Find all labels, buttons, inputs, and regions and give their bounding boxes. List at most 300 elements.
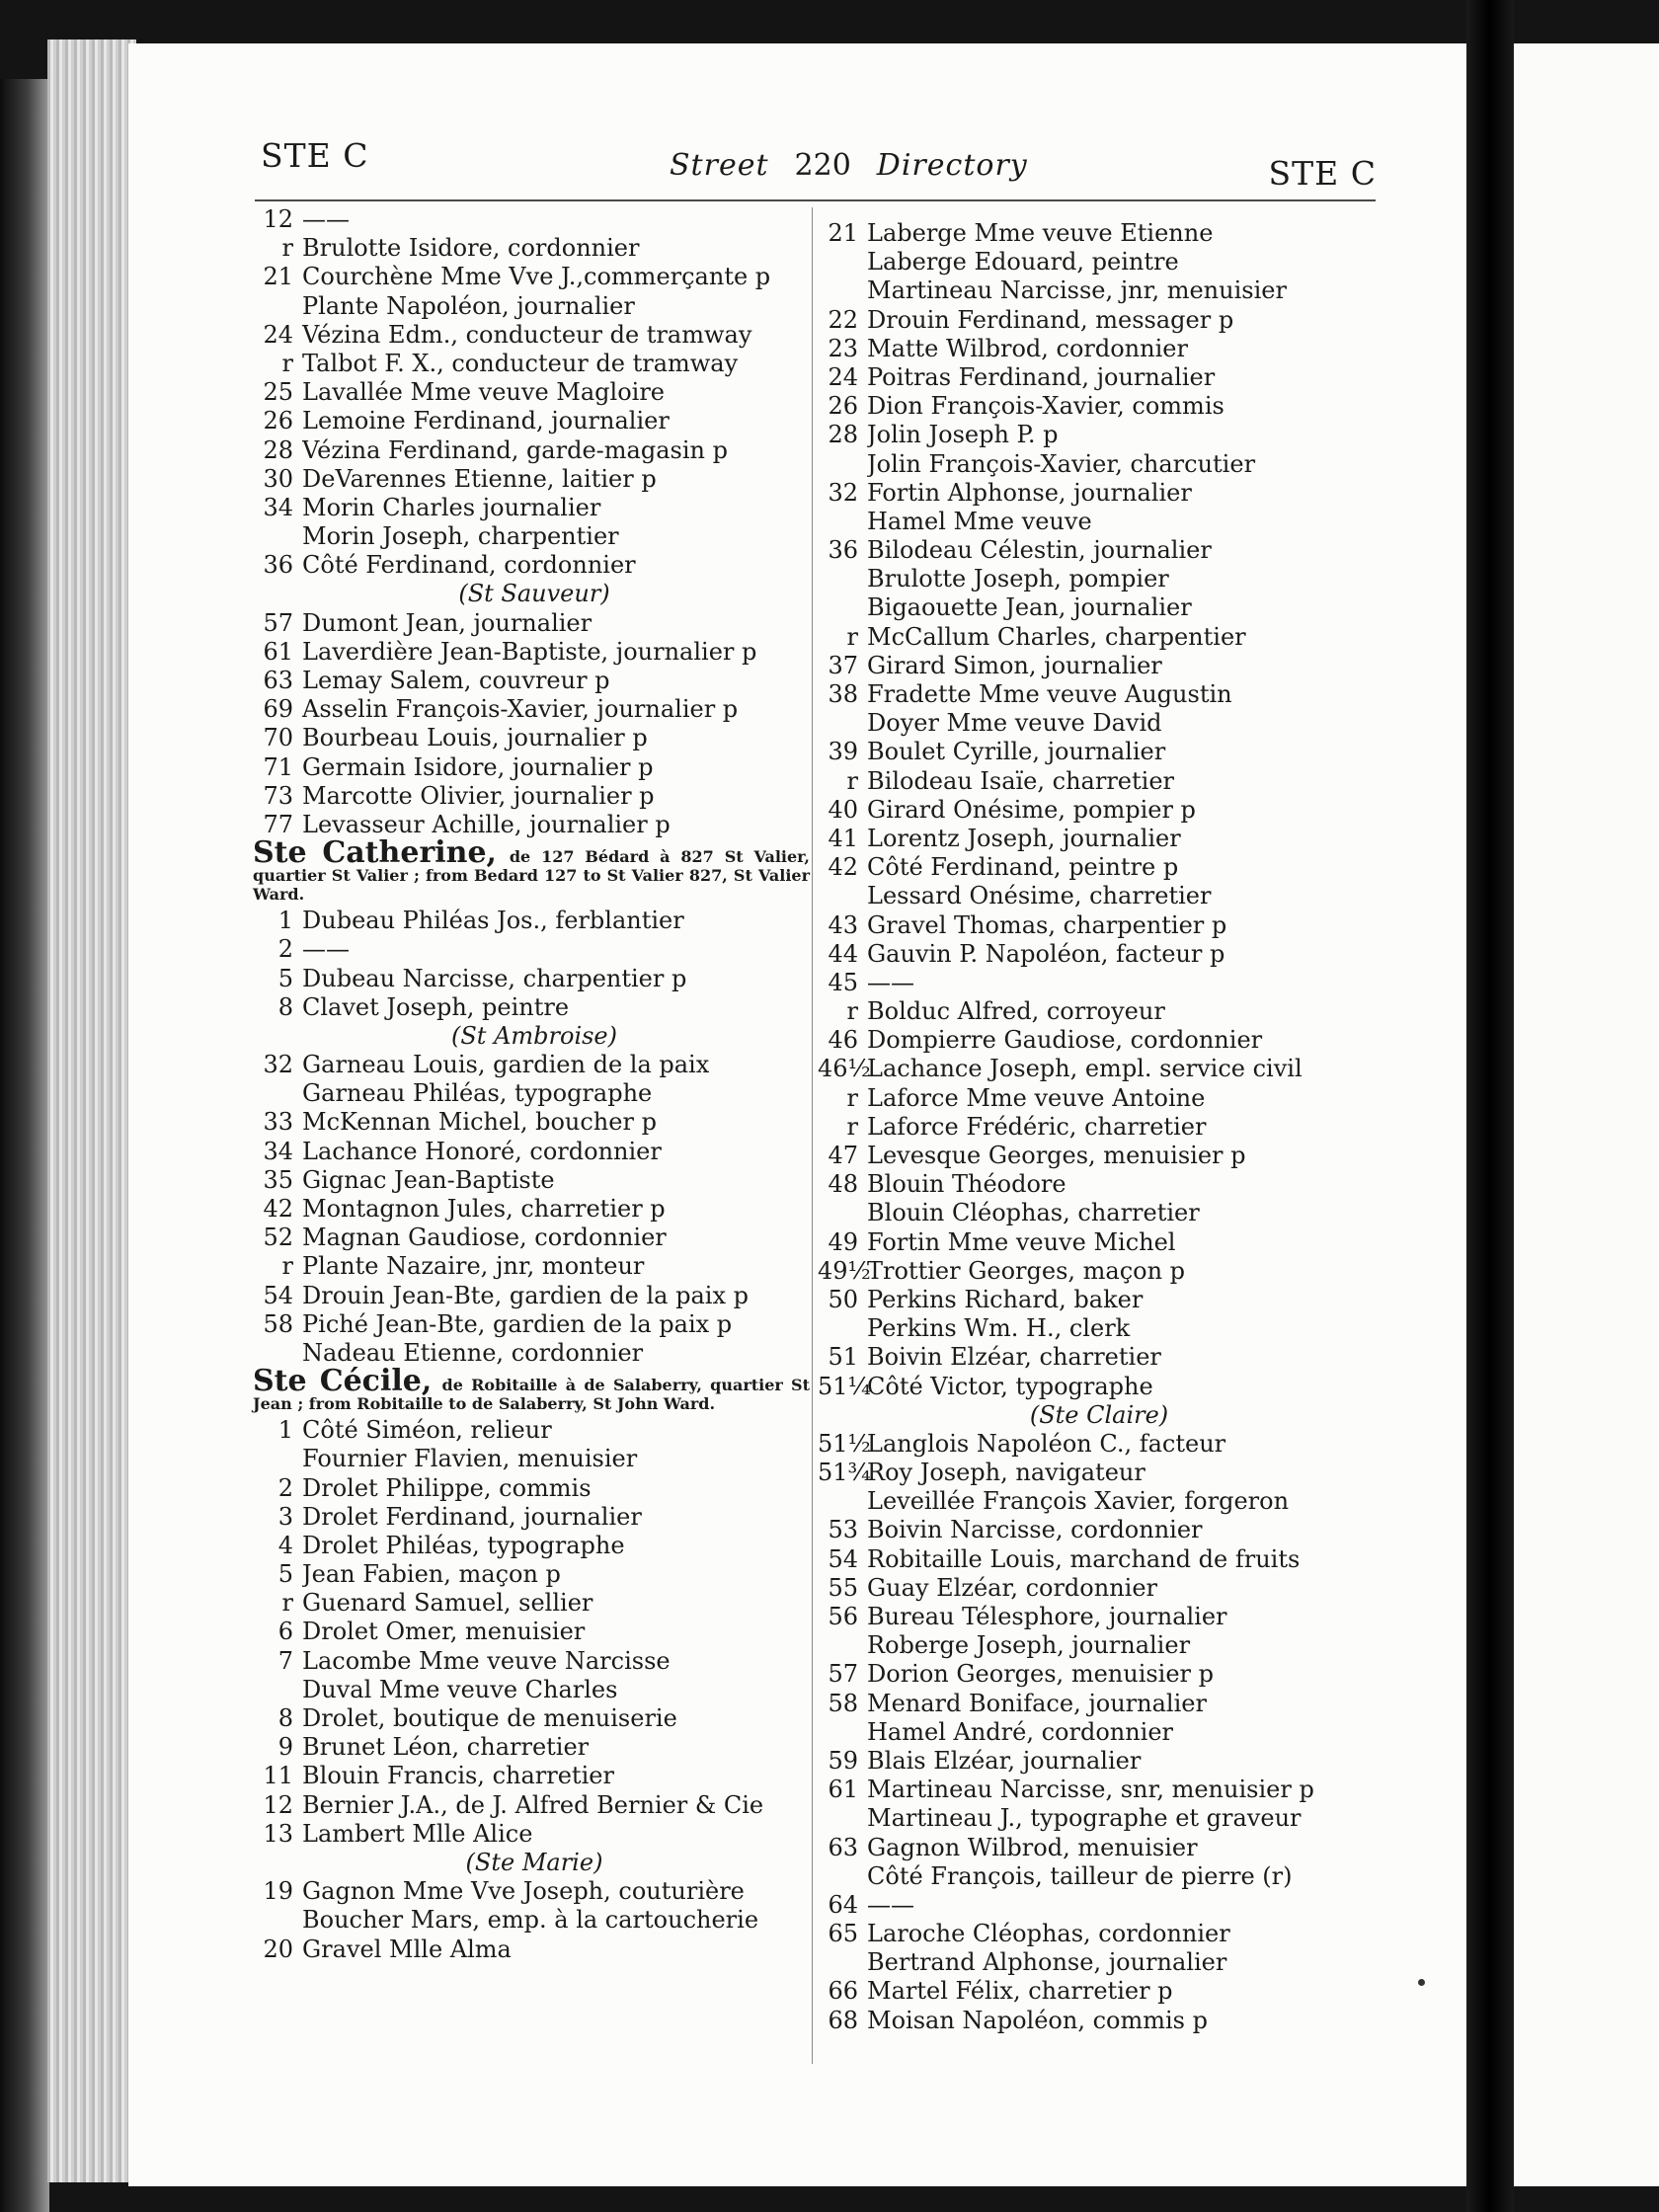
house-number: r [846, 1083, 858, 1112]
directory-entry [253, 667, 816, 695]
directory-entry [253, 350, 816, 378]
resident-entry: Laberge Edouard, peintre [867, 248, 1179, 276]
directory-entry [818, 1977, 1381, 2006]
resident-entry: Lemoine Ferdinand, journalier [302, 407, 670, 435]
resident-entry: Drolet Philéas, typographe [302, 1531, 625, 1559]
resident-entry: Côté François, tailleur de pierre (r) [867, 1861, 1293, 1890]
house-number: 26 [828, 392, 858, 421]
house-number: 9 [277, 1733, 293, 1762]
resident-entry: Levesque Georges, menuisier p [867, 1142, 1246, 1169]
directory-entry [818, 1631, 1381, 1660]
resident-entry: Nadeau Etienne, cordonnier [302, 1338, 644, 1367]
resident-entry: Trottier Georges, maçon p [867, 1256, 1186, 1285]
resident-entry: Lambert Mlle Alice [302, 1819, 533, 1848]
directory-entry [253, 1820, 816, 1849]
house-number: 65 [828, 1920, 858, 1948]
house-number: 54 [828, 1544, 858, 1573]
resident-entry: Bernier J.A., de J. Alfred Bernier & Cie [302, 1790, 764, 1819]
resident-entry: Bilodeau Isaïe, charretier [867, 766, 1174, 795]
resident-entry: Gignac Jean-Baptiste [302, 1165, 555, 1194]
street-heading [253, 835, 816, 905]
house-number: 34 [263, 1137, 293, 1165]
directory-entry [253, 753, 816, 782]
next-page-edge [1514, 43, 1659, 2186]
resident-entry: Gravel Mlle Alma [302, 1935, 512, 1963]
resident-entry: Langlois Napoléon C., facteur [867, 1429, 1226, 1458]
resident-entry: Asselin François-Xavier, journalier p [302, 695, 739, 724]
directory-entry [818, 709, 1381, 738]
house-number: 61 [263, 637, 293, 666]
directory-entry [818, 997, 1381, 1026]
left-column [253, 205, 816, 1964]
house-number: 5 [277, 1560, 293, 1589]
resident-entry: Lacombe Mme veuve Narcisse [302, 1646, 671, 1675]
resident-entry: Martineau J., typographe et graveur [867, 1804, 1302, 1833]
directory-entry [818, 1228, 1381, 1257]
resident-entry: Menard Boniface, journalier [867, 1689, 1207, 1717]
directory-entry [253, 1252, 816, 1281]
resident-entry: Plante Napoléon, journalier [302, 291, 635, 320]
resident-entry: Marcotte Olivier, journalier p [302, 781, 655, 810]
house-number: 47 [828, 1142, 858, 1169]
directory-entry [818, 652, 1381, 680]
directory-entry [253, 1877, 816, 1906]
house-number: 73 [263, 781, 293, 810]
directory-entry [253, 1791, 816, 1820]
resident-entry: Drouin Ferdinand, messager p [867, 305, 1234, 334]
resident-entry: Vézina Edm., conducteur de tramway [302, 320, 752, 349]
house-number: 45 [828, 968, 858, 996]
directory-entry [818, 306, 1381, 335]
directory-entry [253, 494, 816, 522]
directory-entry [253, 522, 816, 551]
resident-entry: Dubeau Narcisse, charpentier p [302, 964, 687, 992]
directory-entry [818, 450, 1381, 479]
house-number: r [846, 1112, 858, 1141]
house-number: 70 [263, 724, 293, 752]
directory-entry [818, 1314, 1381, 1343]
house-number: 6 [277, 1618, 293, 1646]
resident-entry: Matte Wilbrod, cordonnier [867, 334, 1188, 362]
resident-entry: Boivin Elzéar, charretier [867, 1343, 1161, 1372]
resident-entry: Laverdière Jean-Baptiste, journalier p [302, 637, 757, 666]
house-number: 42 [263, 1195, 293, 1223]
resident-entry: Moisan Napoléon, commis p [867, 2006, 1208, 2034]
resident-entry: Girard Simon, journalier [867, 651, 1162, 679]
directory-entry [253, 609, 816, 638]
resident-entry: Drolet Philippe, commis [302, 1473, 592, 1502]
house-number: r [281, 1589, 293, 1618]
directory-entry [818, 1545, 1381, 1574]
directory-entry [818, 1113, 1381, 1142]
directory-entry [253, 724, 816, 752]
page-number: 220 [794, 148, 851, 183]
house-number: 77 [263, 810, 293, 838]
directory-entry [818, 680, 1381, 709]
directory-entry [818, 421, 1381, 449]
house-number: r [281, 349, 293, 377]
resident-entry: Fournier Flavien, menuisier [302, 1445, 638, 1473]
house-number: 43 [828, 910, 858, 939]
directory-entry [818, 363, 1381, 392]
resident-entry: Gauvin P. Napoléon, facteur p [867, 939, 1225, 968]
directory-entry [818, 593, 1381, 622]
resident-entry: Côté Ferdinand, peintre p [867, 853, 1179, 882]
resident-entry: Bigaouette Jean, journalier [867, 593, 1192, 622]
directory-entry [253, 321, 816, 350]
house-number: 2 [277, 935, 293, 964]
house-number: 63 [828, 1833, 858, 1861]
directory-entry [253, 1733, 816, 1762]
directory-entry [818, 1603, 1381, 1631]
resident-entry: Côté Siméon, relieur [302, 1416, 552, 1445]
header-rule [255, 199, 1376, 201]
directory-entry [253, 1224, 816, 1252]
resident-entry: Piché Jean-Bte, gardien de la paix p [302, 1309, 733, 1338]
resident-entry: Brulotte Joseph, pompier [867, 565, 1169, 593]
resident-entry: Hamel Mme veuve [867, 507, 1092, 535]
resident-entry: Lachance Honoré, cordonnier [302, 1137, 662, 1165]
directory-entry [253, 1560, 816, 1589]
directory-entry [253, 993, 816, 1022]
directory-entry [818, 1142, 1381, 1170]
directory-entry [818, 536, 1381, 565]
resident-entry: Lessard Onésime, charretier [867, 882, 1212, 910]
directory-entry [253, 551, 816, 580]
directory-entry [818, 1862, 1381, 1891]
resident-entry: —— [302, 205, 350, 233]
right-column [818, 219, 1381, 2035]
directory-entry [253, 1079, 816, 1108]
resident-entry: Hamel André, cordonnier [867, 1717, 1174, 1746]
house-number: 58 [263, 1309, 293, 1338]
house-number: 64 [828, 1890, 858, 1919]
directory-entry [818, 1459, 1381, 1487]
house-number: 21 [263, 263, 293, 291]
directory-entry [818, 335, 1381, 363]
directory-entry [818, 1804, 1381, 1833]
house-number: 4 [277, 1531, 293, 1559]
resident-entry: Jean Fabien, maçon p [302, 1560, 561, 1589]
street-name: Ste Catherine, [253, 835, 497, 871]
house-number: 55 [828, 1573, 858, 1602]
resident-entry: Lorentz Joseph, journalier [867, 824, 1181, 852]
header-center [670, 148, 1028, 183]
street-description: de Robitaille à de Salaberry, quartier St Jean ; from Robitaille to de Salaberry, St John Ward. [253, 1376, 810, 1414]
house-number: 5 [277, 964, 293, 992]
resident-entry: Morin Charles journalier [302, 493, 601, 521]
house-number: 21 [828, 219, 858, 247]
directory-entry [253, 1138, 816, 1166]
directory-entry [818, 1834, 1381, 1862]
house-number: 25 [263, 378, 293, 407]
resident-entry: Roberge Joseph, journalier [867, 1631, 1191, 1660]
resident-entry: Côté Ferdinand, cordonnier [302, 551, 636, 580]
street-heading [253, 1364, 816, 1414]
resident-entry: —— [867, 1890, 914, 1919]
house-number: 1 [277, 1416, 293, 1445]
resident-entry: Dumont Jean, journalier [302, 608, 592, 637]
house-number: 12 [263, 205, 293, 233]
resident-entry: Gravel Thomas, charpentier p [867, 910, 1227, 939]
house-number: 8 [277, 1704, 293, 1732]
house-number: 23 [828, 334, 858, 362]
house-number: 3 [277, 1502, 293, 1531]
directory-entry [253, 1762, 816, 1790]
directory-entry [253, 907, 816, 935]
resident-entry: Guay Elzéar, cordonnier [867, 1573, 1158, 1602]
directory-entry [253, 965, 816, 993]
directory-entry [253, 465, 816, 494]
directory-entry [253, 1445, 816, 1473]
house-number: 59 [828, 1746, 858, 1775]
resident-entry: Lemay Salem, couvreur p [302, 667, 610, 694]
directory-entry [818, 1690, 1381, 1718]
resident-entry: McKennan Michel, boucher p [302, 1108, 657, 1137]
resident-entry: Dompierre Gaudiose, cordonnier [867, 1026, 1263, 1055]
directory-entry [818, 565, 1381, 593]
house-number: 37 [828, 651, 858, 679]
directory-entry [253, 407, 816, 435]
house-number: 22 [828, 305, 858, 334]
directory-entry [253, 1906, 816, 1935]
directory-entry [818, 1199, 1381, 1227]
house-number: 33 [263, 1108, 293, 1137]
resident-entry: Drolet Ferdinand, journalier [302, 1502, 642, 1531]
directory-entry [818, 1286, 1381, 1314]
directory-entry [818, 1574, 1381, 1603]
directory-entry [253, 695, 816, 724]
house-number: r [281, 234, 293, 263]
resident-entry: Talbot F. X., conducteur de tramway [302, 349, 739, 377]
house-number: 28 [828, 421, 858, 449]
house-number: 56 [828, 1603, 858, 1630]
resident-entry: Drolet, boutique de menuiserie [302, 1704, 677, 1732]
house-number: 49½ [818, 1256, 871, 1285]
resident-entry: Dubeau Philéas Jos., ferblantier [302, 907, 684, 935]
directory-entry [818, 2007, 1381, 2035]
resident-entry: Duval Mme veuve Charles [302, 1675, 618, 1703]
directory-entry [818, 853, 1381, 882]
parish-section-label: (Ste Claire) [1029, 1400, 1169, 1429]
resident-entry: Robitaille Louis, marchand de fruits [867, 1544, 1301, 1573]
directory-entry [253, 1936, 816, 1964]
resident-entry: Gagnon Wilbrod, menuisier [867, 1833, 1198, 1861]
directory-entry [818, 392, 1381, 421]
house-number: 32 [828, 478, 858, 507]
parish-section-label: (St Ambroise) [450, 1021, 617, 1050]
directory-entry [253, 1282, 816, 1310]
house-number: 48 [828, 1170, 858, 1199]
house-number: 19 [263, 1877, 293, 1906]
resident-entry: Gagnon Mme Vve Joseph, couturière [302, 1877, 745, 1906]
resident-entry: Laberge Mme veuve Etienne [867, 219, 1214, 247]
resident-entry: Fortin Mme veuve Michel [867, 1227, 1176, 1256]
directory-entry [818, 825, 1381, 853]
house-number: 35 [263, 1165, 293, 1194]
directory-entry [818, 508, 1381, 536]
house-number: 49 [828, 1227, 858, 1256]
house-number: 38 [828, 680, 858, 708]
house-number: 61 [828, 1776, 858, 1804]
resident-entry: McCallum Charles, charpentier [867, 622, 1246, 651]
directory-entry [818, 1257, 1381, 1286]
resident-entry: Guenard Samuel, sellier [302, 1589, 593, 1618]
directory-entry [253, 1503, 816, 1532]
directory-entry [253, 1166, 816, 1195]
directory-entry [253, 1676, 816, 1704]
directory-entry [818, 1891, 1381, 1920]
resident-entry: Blouin Francis, charretier [302, 1762, 614, 1790]
directory-entry [818, 738, 1381, 766]
house-number: 41 [828, 824, 858, 852]
resident-entry: Blais Elzéar, journalier [867, 1746, 1142, 1775]
directory-entry [253, 292, 816, 321]
directory-entry [253, 205, 816, 234]
parish-section-label: (St Sauveur) [458, 580, 610, 608]
book-left-edge [0, 79, 49, 2212]
resident-entry: Garneau Philéas, typographe [302, 1079, 653, 1108]
house-number: r [281, 1252, 293, 1281]
header-street-word: Street [670, 148, 769, 183]
directory-entry [818, 1660, 1381, 1689]
directory-entry [818, 219, 1381, 248]
house-number: 51¾ [818, 1459, 871, 1487]
resident-entry: Brulotte Isidore, cordonnier [302, 234, 640, 263]
directory-entry [818, 969, 1381, 997]
directory-entry [818, 1920, 1381, 1948]
resident-entry: Doyer Mme veuve David [867, 709, 1162, 738]
house-number: 68 [828, 2006, 858, 2034]
resident-entry: Montagnon Jules, charretier p [302, 1195, 666, 1223]
page-stack-edge [47, 40, 136, 2182]
house-number: 51¼ [818, 1372, 871, 1400]
house-number: 28 [263, 435, 293, 464]
resident-entry: Courchène Mme Vve J.,commerçante p [302, 263, 771, 291]
directory-entry [253, 263, 816, 291]
directory-entry [253, 234, 816, 263]
directory-entry [818, 1373, 1381, 1401]
book-gutter [1466, 0, 1514, 2212]
resident-entry: Martineau Narcisse, jnr, menuisier [867, 276, 1287, 305]
resident-entry: Bourbeau Louis, journalier p [302, 724, 648, 752]
resident-entry: Bilodeau Célestin, journalier [867, 536, 1212, 565]
directory-entry [818, 1776, 1381, 1804]
resident-entry: DeVarennes Etienne, laitier p [302, 464, 657, 493]
resident-entry: Martineau Narcisse, snr, menuisier p [867, 1776, 1314, 1804]
directory-entry [818, 1026, 1381, 1055]
house-number: 30 [263, 464, 293, 493]
resident-entry: Germain Isidore, journalier p [302, 752, 654, 781]
resident-entry: —— [302, 935, 350, 964]
house-number: 50 [828, 1285, 858, 1313]
directory-entry [818, 1948, 1381, 1977]
resident-entry: Blouin Cléophas, charretier [867, 1199, 1200, 1227]
house-number: 63 [263, 667, 293, 694]
house-number: 24 [828, 362, 858, 391]
directory-entry [818, 767, 1381, 796]
house-number: 51½ [818, 1429, 871, 1458]
directory-entry [818, 276, 1381, 305]
directory-entry [818, 940, 1381, 969]
directory-entry [818, 1747, 1381, 1776]
resident-entry: Poitras Ferdinand, journalier [867, 362, 1216, 391]
house-number: 12 [263, 1790, 293, 1819]
header-right-label: STE C [1268, 154, 1377, 193]
house-number: 13 [263, 1819, 293, 1848]
directory-entry [253, 638, 816, 667]
house-number: 71 [263, 752, 293, 781]
page-header [261, 136, 1377, 193]
house-number: 57 [828, 1660, 858, 1689]
house-number: 42 [828, 853, 858, 882]
directory-entry [818, 1487, 1381, 1516]
resident-entry: Vézina Ferdinand, garde-magasin p [302, 435, 728, 464]
directory-entry [253, 1532, 816, 1560]
resident-entry: Drouin Jean-Bte, gardien de la paix p [302, 1281, 749, 1309]
house-number: 8 [277, 992, 293, 1021]
directory-entry [818, 911, 1381, 940]
house-number: 20 [263, 1935, 293, 1963]
house-number: 44 [828, 939, 858, 968]
directory-entry [818, 1055, 1381, 1083]
house-number: 46 [828, 1026, 858, 1055]
directory-entry [253, 1195, 816, 1224]
directory-entry [253, 1051, 816, 1079]
resident-entry: Levasseur Achille, journalier p [302, 810, 671, 838]
resident-entry: Fradette Mme veuve Augustin [867, 680, 1232, 708]
resident-entry: Jolin Joseph P. p [867, 421, 1059, 449]
house-number: 1 [277, 907, 293, 935]
house-number: 69 [263, 695, 293, 724]
directory-entry [253, 378, 816, 407]
ink-speck [1418, 1979, 1425, 1986]
resident-entry: Martel Félix, charretier p [867, 1977, 1173, 2006]
house-number: 52 [263, 1224, 293, 1252]
resident-entry: Boucher Mars, emp. à la cartoucherie [302, 1906, 759, 1935]
directory-entry [253, 1647, 816, 1676]
house-number: 36 [828, 536, 858, 565]
directory-entry [253, 1108, 816, 1137]
directory-entry [253, 436, 816, 465]
resident-entry: Laroche Cléophas, cordonnier [867, 1920, 1230, 1948]
directory-entry [818, 1718, 1381, 1747]
house-number: 40 [828, 795, 858, 824]
directory-entry [818, 1084, 1381, 1113]
resident-entry: Plante Nazaire, jnr, monteur [302, 1252, 645, 1281]
house-number: 2 [277, 1473, 293, 1502]
house-number: 58 [828, 1689, 858, 1717]
directory-entry [818, 248, 1381, 276]
header-directory-word: Directory [876, 148, 1028, 183]
house-number: 24 [263, 320, 293, 349]
directory-entry [818, 1343, 1381, 1372]
directory-entry [818, 882, 1381, 910]
resident-entry: Bolduc Alfred, corroyeur [867, 997, 1165, 1026]
street-description: de 127 Bédard à 827 St Valier, quartier St Valier ; from Bedard 127 to St Valier 827, St Valier Ward. [253, 847, 810, 905]
directory-entry [253, 1589, 816, 1618]
directory-entry [253, 935, 816, 964]
directory-entry [253, 1474, 816, 1503]
house-number: 39 [828, 738, 858, 766]
resident-entry: Leveillée François Xavier, forgeron [867, 1487, 1290, 1516]
street-name: Ste Cécile, [253, 1364, 433, 1399]
resident-entry: Perkins Wm. H., clerk [867, 1314, 1131, 1343]
house-number: 32 [263, 1051, 293, 1079]
directory-entry [818, 1170, 1381, 1199]
directory-entry [818, 479, 1381, 508]
house-number: r [846, 997, 858, 1026]
